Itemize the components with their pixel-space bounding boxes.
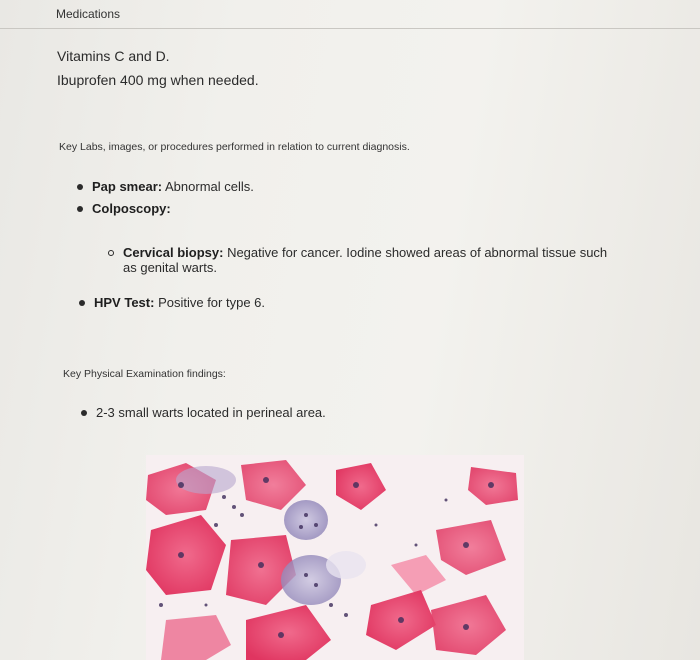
labs-heading: Key Labs, images, or procedures performed in relation to current diagnosis. xyxy=(59,141,410,153)
biopsy-label: Cervical biopsy: xyxy=(123,245,224,260)
exam-heading: Key Physical Examination findings: xyxy=(63,368,226,380)
list-item-colposcopy xyxy=(77,201,171,216)
biopsy-value-line-2: as genital warts. xyxy=(123,260,217,275)
list-item-exam-finding xyxy=(81,405,326,420)
pap-label: Pap smear: xyxy=(92,179,163,194)
hpv-value: Positive for type 6. xyxy=(158,295,266,310)
bullet-icon xyxy=(77,184,83,190)
medication-item-2: Ibuprofen 400 mg when needed. xyxy=(57,72,259,88)
top-divider xyxy=(0,28,700,29)
list-item-hpv-test xyxy=(79,295,265,310)
micrograph-image xyxy=(146,455,524,660)
sub-bullet-icon xyxy=(108,250,114,256)
list-item-cervical-biopsy xyxy=(108,245,607,260)
bullet-icon xyxy=(77,206,83,212)
bullet-icon xyxy=(79,300,85,306)
exam-finding-text: 2-3 small warts located in perineal area. xyxy=(96,405,326,420)
list-item-pap-smear xyxy=(77,179,254,194)
pap-smear-micrograph xyxy=(146,455,524,660)
colposcopy-label: Colposcopy: xyxy=(92,201,171,216)
medications-heading: Medications xyxy=(56,7,121,21)
biopsy-value-line-1: Negative for cancer. Iodine showed areas of abnormal tissue such xyxy=(227,245,608,260)
medication-item-1: Vitamins C and D. xyxy=(57,48,170,64)
bullet-icon xyxy=(81,410,87,416)
hpv-label: HPV Test: xyxy=(94,295,155,310)
pap-value: Abnormal cells. xyxy=(165,179,254,194)
